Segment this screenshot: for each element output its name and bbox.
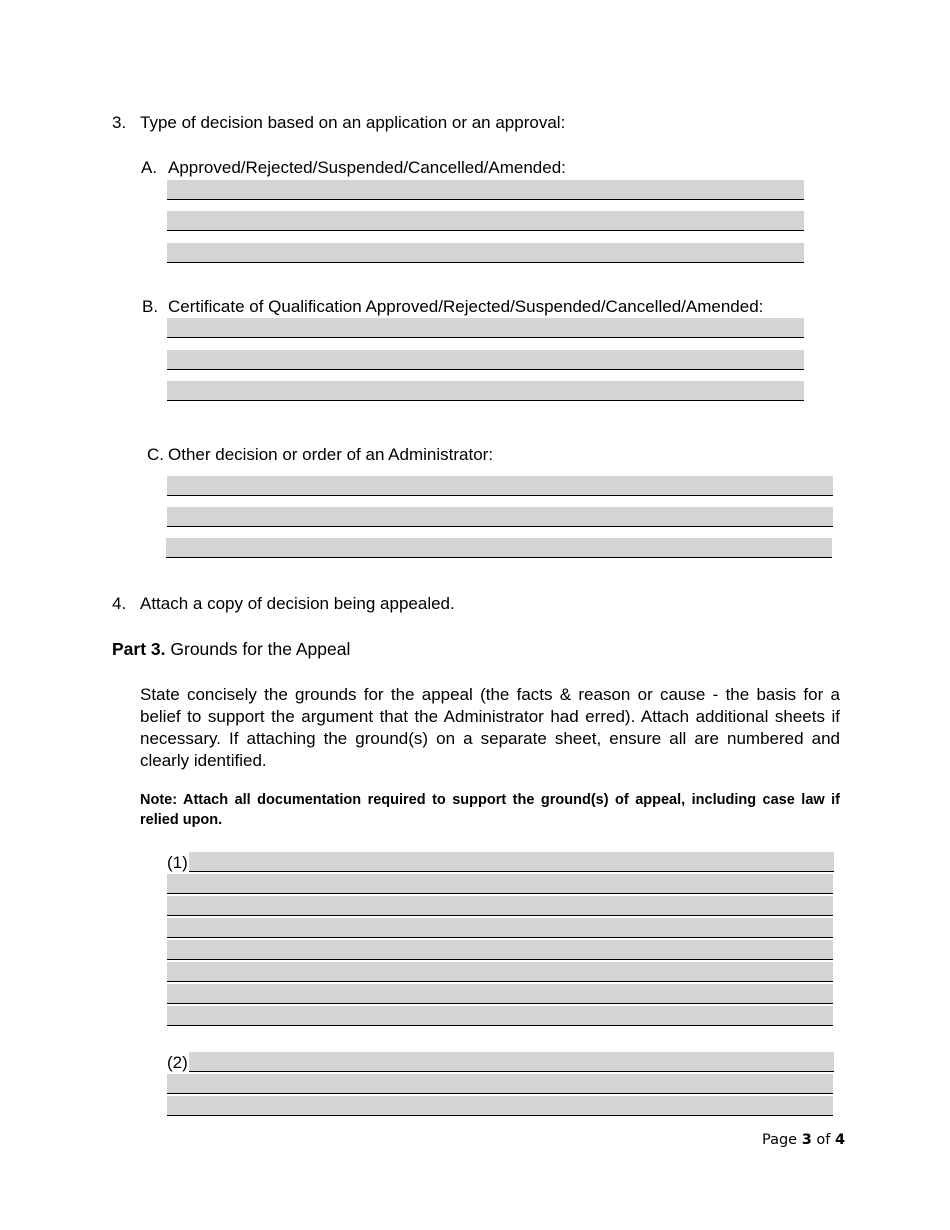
- ground-2-field-line-3[interactable]: [167, 1096, 833, 1116]
- page-number: [762, 1132, 845, 1148]
- section-3a-field-line-1[interactable]: [167, 180, 804, 200]
- section-3b-letter: B.: [142, 297, 159, 316]
- section-4-number: 4.: [112, 594, 127, 613]
- section-3c-letter: C.: [147, 445, 164, 464]
- section-3c-field-line-3[interactable]: [166, 538, 832, 558]
- section-3-number: 3.: [112, 113, 127, 132]
- ground-1-field-line-4[interactable]: [167, 918, 833, 938]
- ground-2-field-line-2[interactable]: [167, 1074, 833, 1094]
- ground-1-field-line-6[interactable]: [167, 962, 833, 982]
- ground-2-label: (2): [167, 1053, 188, 1072]
- section-3b-field-line-1[interactable]: [167, 318, 804, 338]
- section-3a-field-line-2[interactable]: [167, 211, 804, 231]
- section-3a-letter: A.: [141, 158, 158, 177]
- page-total: 4: [835, 1132, 846, 1148]
- section-3a-label: Approved/Rejected/Suspended/Cancelled/Amended:: [168, 158, 566, 177]
- ground-1-label: (1): [167, 853, 188, 872]
- section-3a-field-line-3[interactable]: [167, 243, 804, 263]
- ground-1-field-line-1[interactable]: [189, 852, 834, 872]
- page-current: 3: [801, 1132, 812, 1148]
- page-of-word: of: [816, 1132, 831, 1148]
- part-3-title: Grounds for the Appeal: [170, 639, 351, 659]
- part-3-note: Note: Attach all documentation required to support the ground(s) of appeal, including case law if relied upon.: [140, 792, 840, 828]
- ground-1-field-line-5[interactable]: [167, 940, 833, 960]
- section-3c-field-line-2[interactable]: [167, 507, 833, 527]
- section-3c-label: Other decision or order of an Administrator:: [168, 445, 494, 464]
- section-3-title: Type of decision based on an application or an approval:: [140, 113, 566, 132]
- section-3c-field-line-1[interactable]: [167, 476, 833, 496]
- page-word: Page: [762, 1132, 798, 1148]
- ground-1-field-line-7[interactable]: [167, 984, 833, 1004]
- ground-2-field-line-1[interactable]: [189, 1052, 834, 1072]
- part-3-label: Part 3.: [112, 639, 166, 659]
- part-3-heading: [112, 639, 350, 659]
- section-3b-field-line-2[interactable]: [167, 350, 804, 370]
- section-3b-field-line-3[interactable]: [167, 381, 804, 401]
- section-4-text: Attach a copy of decision being appealed.: [140, 594, 455, 613]
- ground-1-field-line-3[interactable]: [167, 896, 833, 916]
- ground-1-field-line-8[interactable]: [167, 1006, 833, 1026]
- ground-1-field-line-2[interactable]: [167, 874, 833, 894]
- section-3b-label: Certificate of Qualification Approved/Rejected/Suspended/Cancelled/Amended:: [168, 297, 764, 316]
- part-3-instructions: State concisely the grounds for the appeal (the facts & reason or cause - the basis for a belief to support the argument that the Administrator had erred). Attach additional sheets if necessary. If attaching the ground(s) on a separate sheet, ensure all are numbered and clearly identified.: [140, 685, 840, 770]
